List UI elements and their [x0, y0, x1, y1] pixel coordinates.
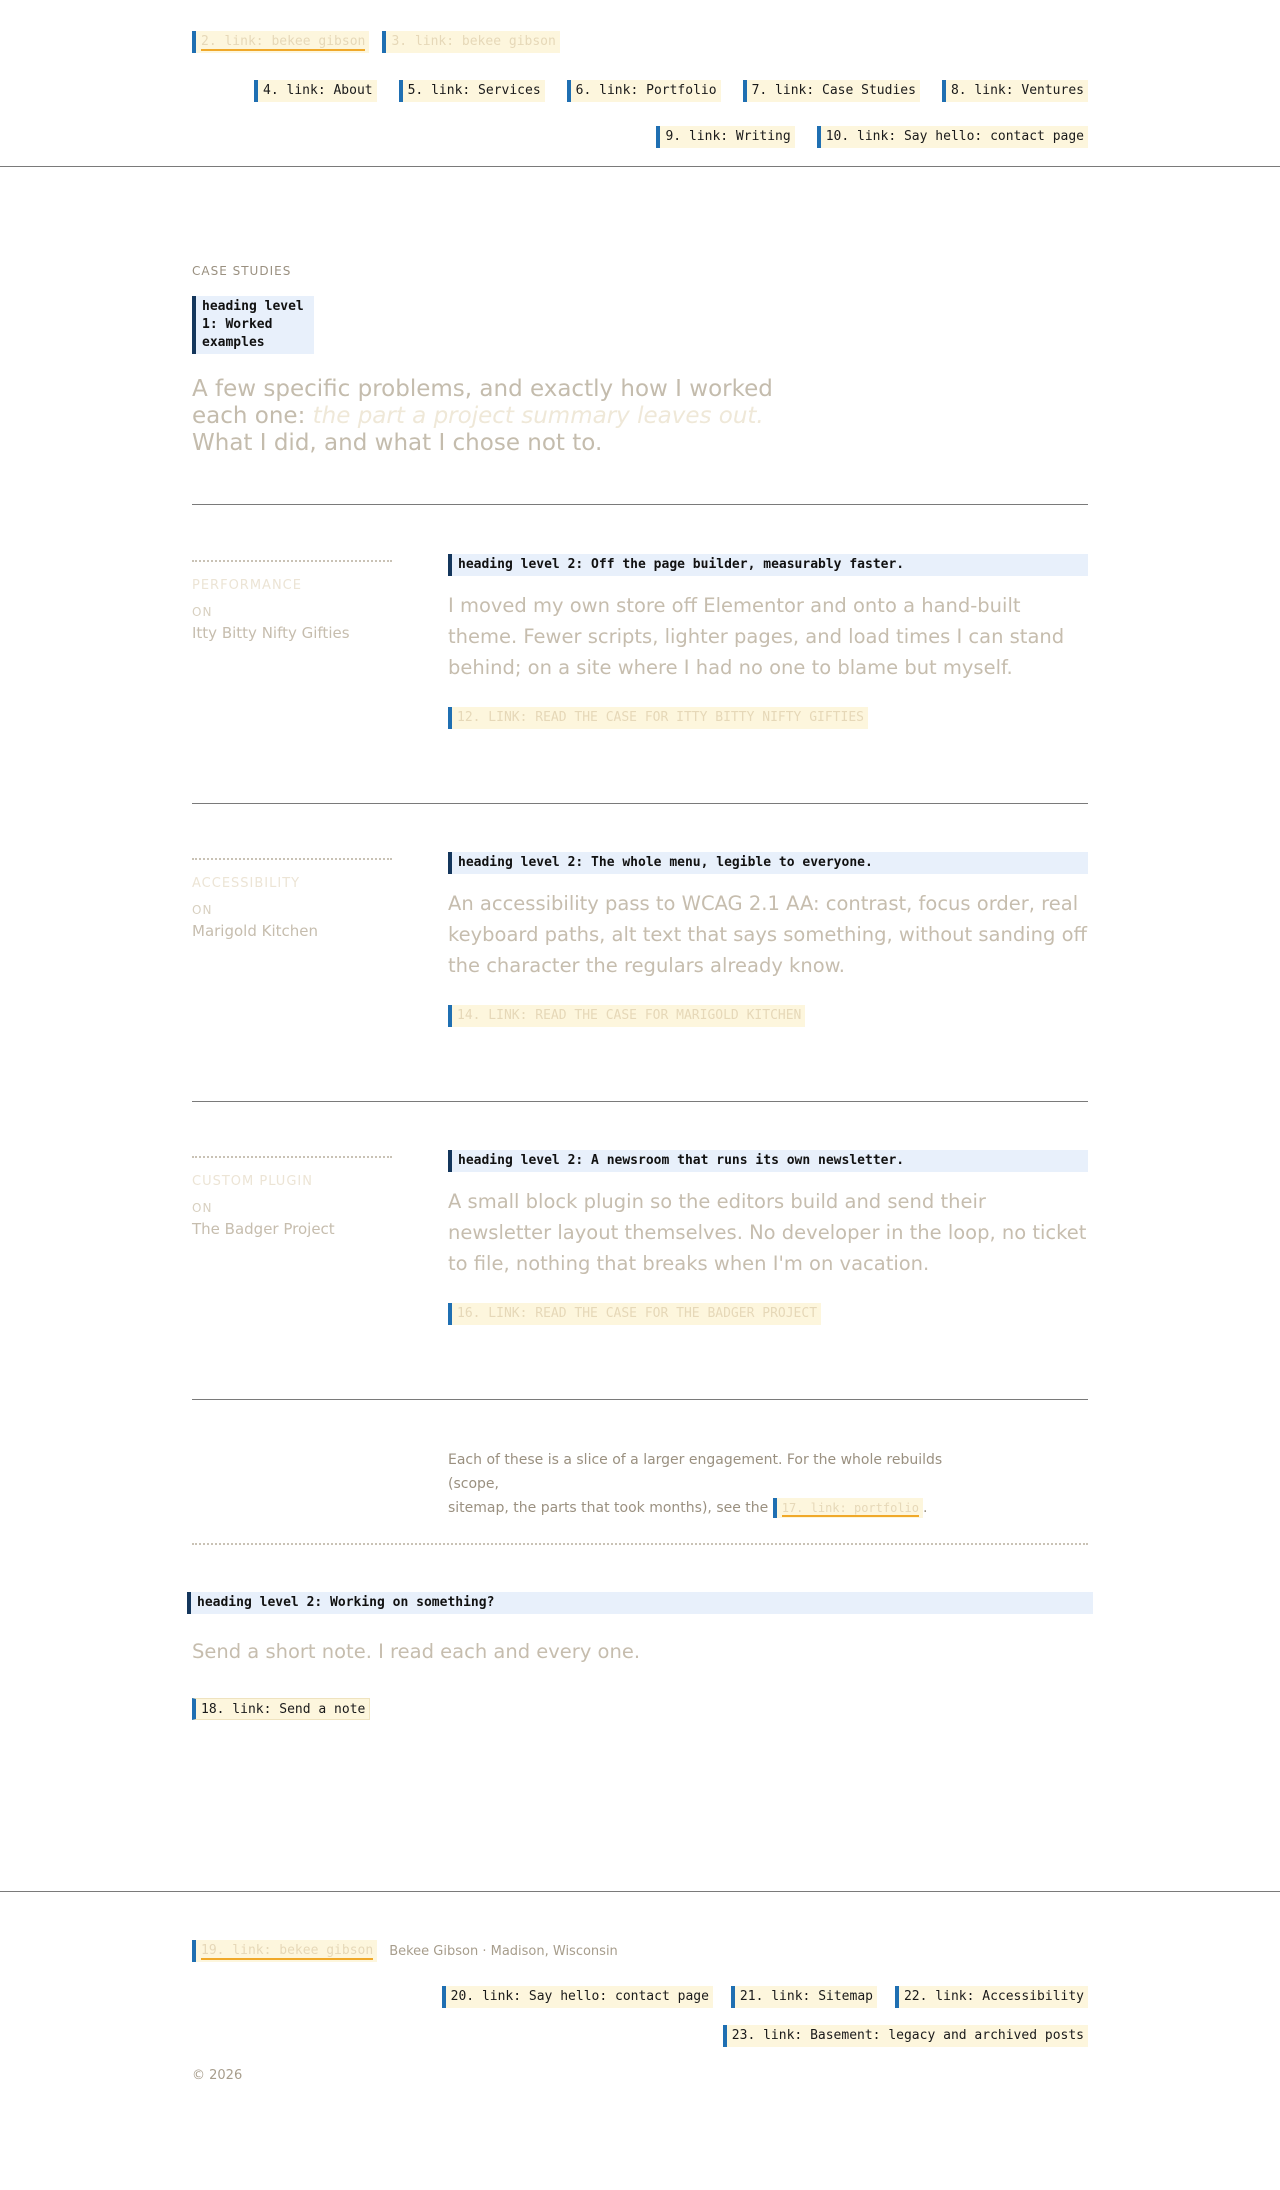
- footer-logo-link[interactable]: 19. link: bekee gibson: [192, 1940, 377, 1962]
- lead-emphasis: the part a project summary leaves out.: [312, 403, 764, 429]
- footer-contact-link[interactable]: 20. link: Say hello: contact page: [442, 1986, 713, 2008]
- case-summary: I moved my own store off Elementor and onto a hand-built theme. Fewer scripts, lighter pages, and load times I can stand behind; on a site where I had no one to blame but myself.: [448, 594, 1065, 679]
- dotted-divider: [192, 1543, 1088, 1545]
- footer-divider: [0, 1891, 1280, 1892]
- page-title: heading level 1: Worked examples: [192, 296, 314, 354]
- read-case-link[interactable]: 16. LINK: READ THE CASE FOR THE BADGER PROJECT: [448, 1303, 821, 1325]
- case-meta: [192, 1174, 392, 1238]
- case-content: [448, 852, 1088, 1027]
- case-on-label: ON: [192, 605, 213, 619]
- case-summary: A small block plugin so the editors build and send their newsletter layout themselves. No developer in the loop, no ticket to file, nothing that breaks when I'm on vacation.: [448, 1190, 1087, 1275]
- hero: [192, 264, 1088, 457]
- nav-portfolio[interactable]: 6. link: Portfolio: [567, 80, 721, 102]
- case-on-label: ON: [192, 1201, 213, 1215]
- case-summary: An accessibility pass to WCAG 2.1 AA: contrast, focus order, real keyboard paths, alt text that says something, without sanding off the character the regulars already know.: [448, 892, 1087, 977]
- nav-services[interactable]: 5. link: Services: [399, 80, 545, 102]
- logo-link[interactable]: 2. link: bekee gibson: [192, 31, 369, 53]
- portfolio-note: [448, 1448, 988, 1520]
- case-client: The Badger Project: [192, 1220, 335, 1238]
- case-heading: heading level 2: The whole menu, legible to everyone.: [448, 852, 1088, 874]
- note-line: sitemap, the parts that took months), see the 17. link: portfolio .: [448, 1500, 928, 1516]
- primary-nav: [254, 80, 1088, 102]
- hero-lead: A few specific problems, and exactly how I worked each one: the part a project summary leaves out. What I did, and what I chose not to.: [192, 376, 773, 456]
- section-divider: [192, 504, 1088, 505]
- footer-basement-link[interactable]: 23. link: Basement: legacy and archived posts: [723, 2025, 1088, 2047]
- section-divider: [192, 1399, 1088, 1400]
- cta-text: Send a short note. I read each and every one.: [192, 1640, 641, 1663]
- note-line: Each of these is a slice of a larger engagement. For the whole rebuilds (scope,: [448, 1452, 943, 1492]
- case-client: Itty Bitty Nifty Gifties: [192, 624, 350, 642]
- footer-accessibility-link[interactable]: 22. link: Accessibility: [895, 1986, 1088, 2008]
- send-note-button[interactable]: 18. link: Send a note: [192, 1698, 370, 1720]
- secondary-nav: [656, 126, 1088, 148]
- footer-nav-secondary: [723, 2025, 1088, 2047]
- case-content: [448, 1150, 1088, 1325]
- header-divider: [0, 166, 1280, 167]
- section-divider: [192, 1101, 1088, 1102]
- case-heading: heading level 2: Off the page builder, measurably faster.: [448, 554, 1088, 576]
- case-on-label: ON: [192, 903, 213, 917]
- footer-sitemap-link[interactable]: 21. link: Sitemap: [731, 1986, 877, 2008]
- footer-nav: [442, 1986, 1088, 2008]
- meta-dotted-rule: [192, 1156, 392, 1158]
- copyright: © 2026: [192, 2068, 243, 2083]
- case-meta: [192, 578, 392, 642]
- nav-case-studies[interactable]: 7. link: Case Studies: [743, 80, 920, 102]
- cta-heading: heading level 2: Working on something?: [187, 1592, 1093, 1614]
- nav-contact[interactable]: 10. link: Say hello: contact page: [817, 126, 1088, 148]
- case-meta: [192, 876, 392, 940]
- nav-about[interactable]: 4. link: About: [254, 80, 377, 102]
- page-eyebrow: CASE STUDIES: [192, 264, 292, 278]
- section-divider: [192, 803, 1088, 804]
- case-content: [448, 554, 1088, 729]
- nav-ventures[interactable]: 8. link: Ventures: [942, 80, 1088, 102]
- case-category: ACCESSIBILITY: [192, 876, 301, 891]
- logo-link-secondary[interactable]: 3. link: bekee gibson: [382, 31, 559, 53]
- meta-dotted-rule: [192, 858, 392, 860]
- meta-dotted-rule: [192, 560, 392, 562]
- read-case-link[interactable]: 12. LINK: READ THE CASE FOR ITTY BITTY NIFTY GIFTIES: [448, 707, 868, 729]
- case-category: PERFORMANCE: [192, 578, 302, 593]
- read-case-link[interactable]: 14. LINK: READ THE CASE FOR MARIGOLD KITCHEN: [448, 1005, 805, 1027]
- case-category: CUSTOM PLUGIN: [192, 1174, 313, 1189]
- footer-tagline: Bekee Gibson · Madison, Wisconsin: [389, 1943, 618, 1959]
- nav-writing[interactable]: 9. link: Writing: [656, 126, 794, 148]
- case-heading: heading level 2: A newsroom that runs its own newsletter.: [448, 1150, 1088, 1172]
- case-client: Marigold Kitchen: [192, 922, 318, 940]
- portfolio-link[interactable]: 17. link: portfolio: [773, 1498, 923, 1518]
